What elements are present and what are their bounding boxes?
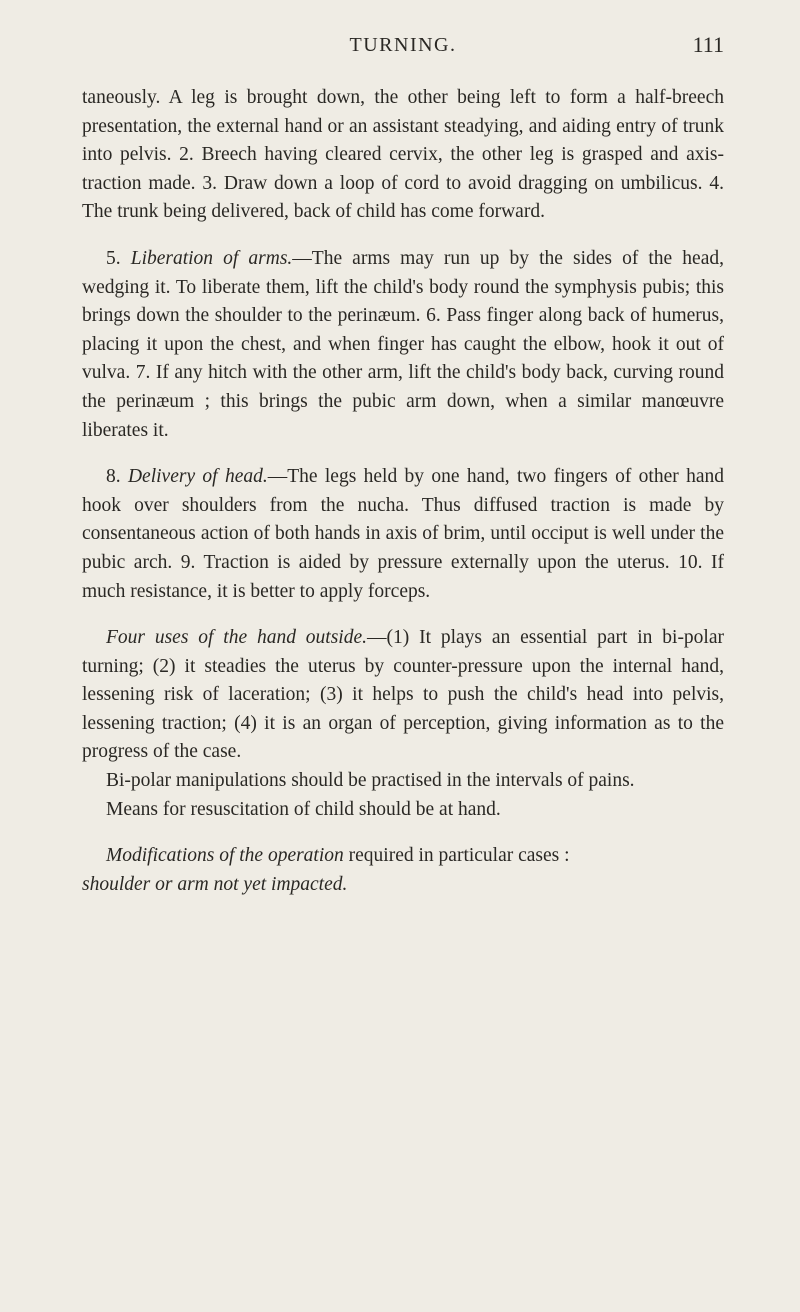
paragraph-continuation	[82, 84, 724, 227]
paragraph-modifications	[82, 842, 724, 899]
body-text	[82, 84, 724, 899]
paragraph-number: 8.	[106, 466, 128, 488]
paragraph-text: required in particular cases :	[343, 845, 570, 867]
paragraph-resuscitation	[82, 796, 724, 825]
section-heading: Four uses of the hand outside.	[106, 627, 368, 649]
paragraph-text: taneously. A leg is brought down, the other being left to form a half-breech presentation, the external hand or an assistant steadying, and aiding entry of trunk into pelvis. 2. Breech having cleared cervix, the other leg is grasped and axis-traction made. 3. Draw down a loop of cord to avoid dragging on umbilicus. 4. The trunk being delivered, back of child has come forward.	[82, 87, 724, 223]
section-heading: Liberation of arms.	[130, 247, 293, 269]
running-title: TURNING.	[349, 34, 457, 56]
paragraph-number: 5.	[106, 247, 131, 269]
book-page	[82, 0, 724, 899]
page-number: 111	[692, 32, 724, 57]
paragraph-liberation-of-arms	[82, 245, 724, 445]
section-heading: Modifications of the operation	[106, 845, 344, 867]
paragraph-text: —The arms may run up by the sides of the head, wedging it. To liberate them, lift the child's body round the symphysis pubis; this brings down the shoulder to the perinæum. 6. Pass finger along back of humerus, placing it upon the chest, and when finger has caught the elbow, hook it out of vulva. 7. If any hitch with the other arm, lift the child's body back, curving round the perinæum ; this brings the pubic arm down, when a similar manœuvre liberates it.	[82, 247, 724, 441]
paragraph-four-uses	[82, 624, 724, 767]
running-head	[82, 0, 724, 60]
section-heading: Delivery of head.	[127, 466, 268, 488]
paragraph-text: Bi-polar manipulations should be practised in the intervals of pains.	[106, 770, 635, 792]
paragraph-delivery-of-head	[82, 463, 724, 606]
paragraph-text: —(1) It plays an essential part in bi-polar turning; (2) it steadies the uterus by counter-pressure upon the internal hand, lessening risk of laceration; (3) it helps to push the child's head into pelvis, lessening traction; (4) it is an organ of perception, giving information as to the progress of the case.	[82, 627, 725, 763]
paragraph-text: Means for resuscitation of child should be at hand.	[106, 798, 501, 820]
paragraph-bi-polar	[82, 767, 724, 796]
section-subheading: shoulder or arm not yet impacted.	[82, 873, 348, 895]
paragraph-text: —The legs held by one hand, two fingers of other hand hook over shoulders from the nucha. Thus diffused traction is made by consentaneous action of both hands in axis of brim, until occiput is well under the pubic arch. 9. Traction is aided by pressure externally upon the uterus. 10. If much resistance, it is better to apply forceps.	[82, 466, 724, 602]
